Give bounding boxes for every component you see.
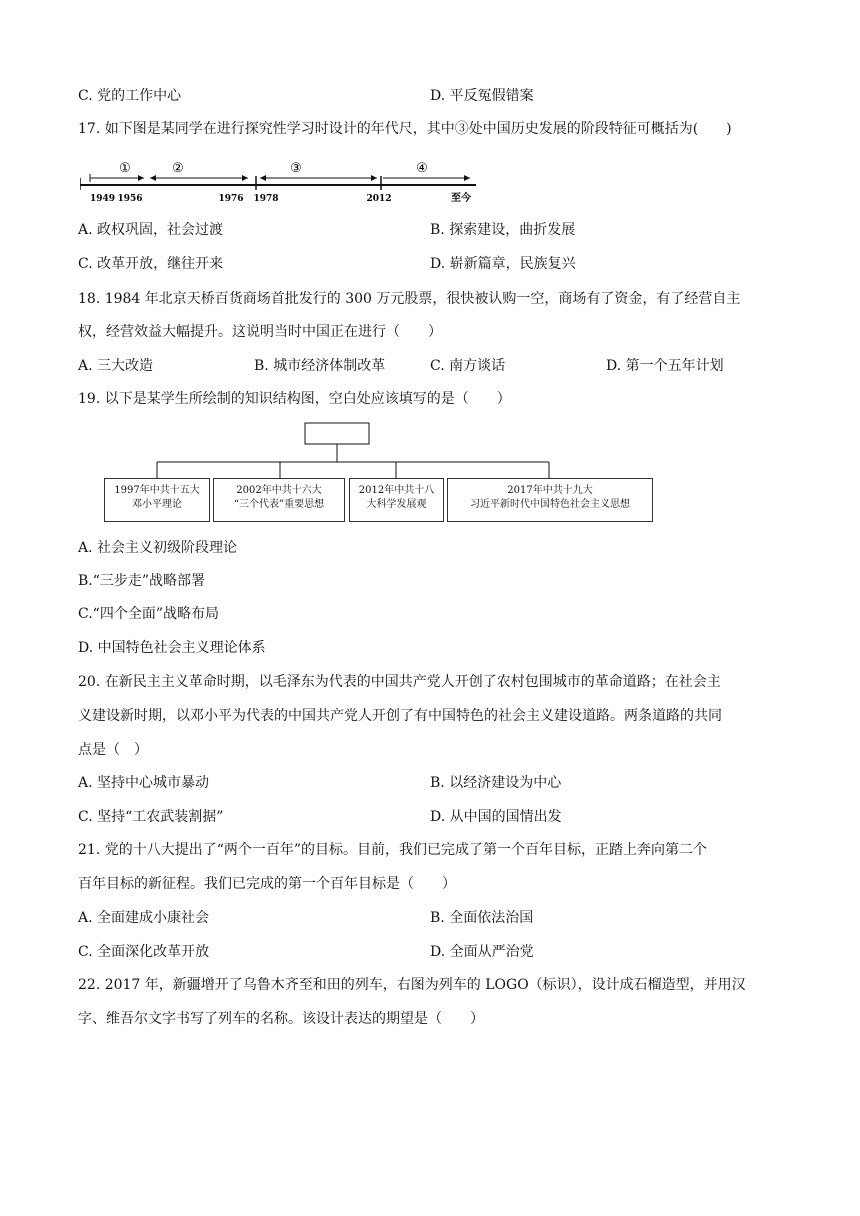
timeline-year-1978: 1978 — [253, 194, 279, 204]
q19-box-1997 — [104, 478, 210, 522]
q18-stem-line-2: 权，经营效益大幅提升。这说明当时中国正在进行（ ） — [78, 324, 442, 340]
q17-option-b[interactable]: B. 探索建设，曲折发展 — [430, 222, 576, 238]
q20-stem-line-2: 义建设新时期，以邓小平为代表的中国共产党人开创了有中国特色的社会主义建设道路。两条道路的共同 — [78, 708, 722, 724]
timeline-year-1949: 1949 — [90, 194, 116, 204]
q19-option-b[interactable]: B.“三步走”战略部署 — [78, 573, 206, 589]
timeline-segment-label-2: ② — [172, 161, 184, 176]
q18-stem-line-1: 18. 1984 年北京天桥百货商场首批发行的 300 万元股票，很快被认购一空，商场有了资金，有了经营自主 — [78, 291, 741, 307]
q19-blank-box — [305, 423, 369, 444]
q19-box-2012-line1: 2012年中共十八 — [358, 485, 435, 496]
q18-option-b[interactable]: B. 城市经济体制改革 — [254, 358, 386, 374]
q19-structure-lines — [100, 420, 660, 482]
q17-option-d[interactable]: D. 崭新篇章，民族复兴 — [430, 256, 576, 272]
q16-option-c[interactable]: C. 党的工作中心 — [78, 88, 182, 104]
timeline-year-now: 至今 — [451, 193, 471, 204]
q20-option-b[interactable]: B. 以经济建设为中心 — [430, 775, 562, 791]
timeline-year-1956: 1956 — [117, 194, 143, 204]
q18-option-c[interactable]: C. 南方谈话 — [430, 358, 506, 374]
q22-stem-line-2: 字、维吾尔文字书写了列车的名称。该设计表达的期望是（ ） — [78, 1011, 484, 1027]
q20-option-d[interactable]: D. 从中国的国情出发 — [430, 809, 562, 825]
q20-stem-line-3: 点是（ ） — [78, 742, 148, 758]
q17-option-a[interactable]: A. 政权巩固，社会过渡 — [78, 222, 224, 238]
q16-option-d[interactable]: D. 平反冤假错案 — [430, 88, 534, 104]
q18-option-d[interactable]: D. 第一个五年计划 — [606, 358, 724, 374]
q21-option-d[interactable]: D. 全面从严治党 — [430, 944, 534, 960]
q19-stem: 19. 以下是某学生所绘制的知识结构图，空白处应该填写的是（ ） — [78, 391, 511, 407]
q19-box-1997-line2: 邓小平理论 — [132, 499, 182, 510]
q21-stem-line-1: 21. 党的十八大提出了“两个一百年”的目标。目前，我们已完成了第一个百年目标，正踏上奔向第二个 — [78, 842, 708, 858]
q19-option-a[interactable]: A. 社会主义初级阶段理论 — [78, 540, 238, 556]
q19-option-d[interactable]: D. 中国特色社会主义理论体系 — [78, 640, 266, 656]
q21-option-c[interactable]: C. 全面深化改革开放 — [78, 944, 210, 960]
q17-option-c[interactable]: C. 改革开放，继往开来 — [78, 256, 224, 272]
timeline-segment-label-1: ① — [119, 161, 131, 176]
q19-box-2002-line1: 2002年中共十六大 — [236, 485, 322, 496]
q17-stem: 17. 如下图是某同学在进行探究性学习时设计的年代尺，其中③处中国历史发展的阶段特征可概括为( ) — [78, 121, 732, 137]
q19-box-2002 — [213, 478, 345, 522]
timeline-segment-2 — [150, 161, 248, 181]
timeline-segment-3 — [260, 161, 377, 181]
q19-box-2017-line2: 习近平新时代中国特色社会主义思想 — [470, 499, 630, 510]
q21-stem-line-2: 百年目标的新征程。我们已完成的第一个百年目标是（ ） — [78, 876, 456, 892]
q21-option-b[interactable]: B. 全面依法治国 — [430, 910, 534, 926]
timeline-segment-label-3: ③ — [290, 161, 302, 176]
timeline-year-1976: 1976 — [218, 194, 244, 204]
q19-box-1997-line1: 1997年中共十五大 — [114, 485, 200, 496]
q19-box-2012-line2: 大科学发展观 — [366, 499, 427, 510]
q19-box-2017 — [447, 478, 653, 522]
timeline-segment-4 — [383, 161, 470, 181]
timeline-year-2012: 2012 — [366, 194, 392, 204]
q19-box-2017-line1: 2017年中共十九大 — [507, 485, 593, 496]
q17-timeline — [80, 156, 480, 206]
q22-stem-line-1: 22. 2017 年，新疆增开了乌鲁木齐至和田的列车，右图为列车的 LOGO（标识），设计成石榴造型，并用汉 — [78, 977, 746, 993]
q20-option-c[interactable]: C. 坚持“工农武装割据” — [78, 809, 224, 825]
q19-box-2012 — [349, 478, 444, 522]
q19-box-2002-line2: “三个代表”重要思想 — [233, 499, 325, 510]
q19-option-c[interactable]: C.“四个全面”战略布局 — [78, 606, 219, 622]
timeline-segment-1 — [90, 161, 144, 182]
q20-stem-line-1: 20. 在新民主主义革命时期，以毛泽东为代表的中国共产党人开创了农村包围城市的革命道路；在社会主 — [78, 674, 721, 690]
q18-option-a[interactable]: A. 三大改造 — [78, 358, 154, 374]
timeline-segment-label-4: ④ — [416, 161, 428, 176]
q20-option-a[interactable]: A. 坚持中心城市暴动 — [78, 775, 210, 791]
q21-option-a[interactable]: A. 全面建成小康社会 — [78, 910, 210, 926]
